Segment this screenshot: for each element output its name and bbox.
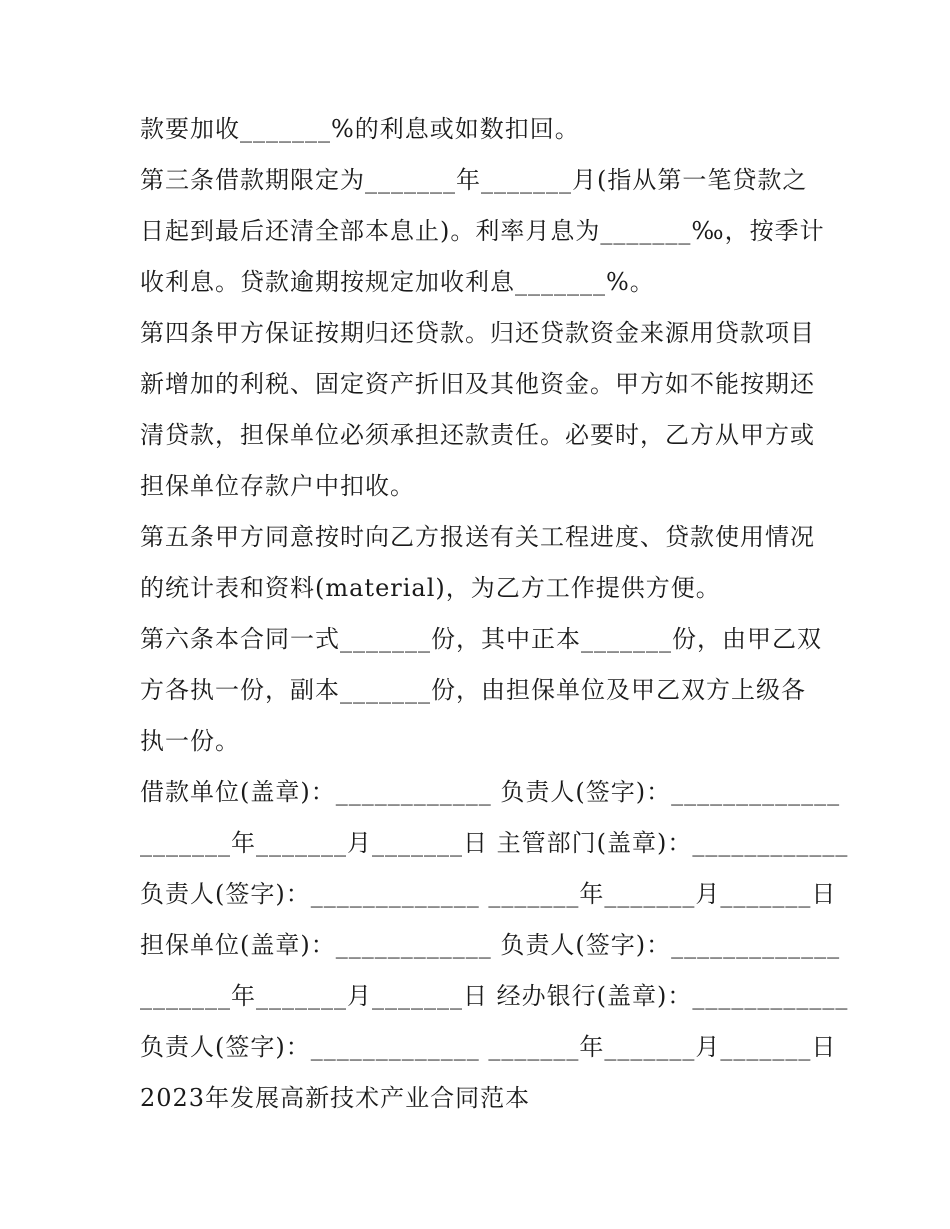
text-line-9: 第五条甲方同意按时向乙方报送有关工程进度、贷款使用情况 — [140, 523, 815, 551]
text-line-2: 第三条借款期限定为_______年_______月(指从第一笔贷款之 — [140, 166, 808, 194]
text-line-7: 清贷款，担保单位必须承担还款责任。必要时，乙方从甲方或 — [140, 421, 815, 449]
text-line-10: 的统计表和资料(material)，为乙方工作提供方便。 — [140, 574, 721, 602]
text-line-11: 第六条本合同一式_______份，其中正本_______份，由甲乙双 — [140, 625, 822, 653]
text-line-4: 收利息。贷款逾期按规定加收利息_______%。 — [140, 268, 655, 296]
signature-line-1: 借款单位(盖章)：____________ 负责人(签字)：_____________ — [140, 778, 841, 806]
text-line-3: 日起到最后还清全部本息止)。利率月息为_______‰，按季计 — [140, 217, 825, 245]
text-line-13: 执一份。 — [140, 727, 240, 755]
signature-line-6: 负责人(签字)：_____________ _______年_______月_______日 — [140, 1033, 837, 1061]
signature-line-3: 负责人(签字)：_____________ _______年_______月_______日 — [140, 880, 837, 908]
text-line-12: 方各执一份，副本_______份，由担保单位及甲乙双方上级各 — [140, 676, 806, 704]
signature-line-2: _______年_______月_______日 主管部门(盖章)：____________ — [140, 829, 849, 857]
signature-line-5: _______年_______月_______日 经办银行(盖章)：____________ — [140, 982, 849, 1010]
text-line-1: 款要加收_______%的利息或如数扣回。 — [140, 115, 580, 143]
text-line-5: 第四条甲方保证按期归还贷款。归还贷款资金来源用贷款项目 — [140, 319, 815, 347]
signature-line-4: 担保单位(盖章)：____________ 负责人(签字)：_____________ — [140, 931, 841, 959]
text-line-6: 新增加的利税、固定资产折旧及其他资金。甲方如不能按期还 — [140, 370, 815, 398]
document-title: 2023年发展高新技术产业合同范本 — [140, 1084, 531, 1112]
text-line-8: 担保单位存款户中扣收。 — [140, 472, 415, 500]
document-page — [140, 108, 849, 1128]
